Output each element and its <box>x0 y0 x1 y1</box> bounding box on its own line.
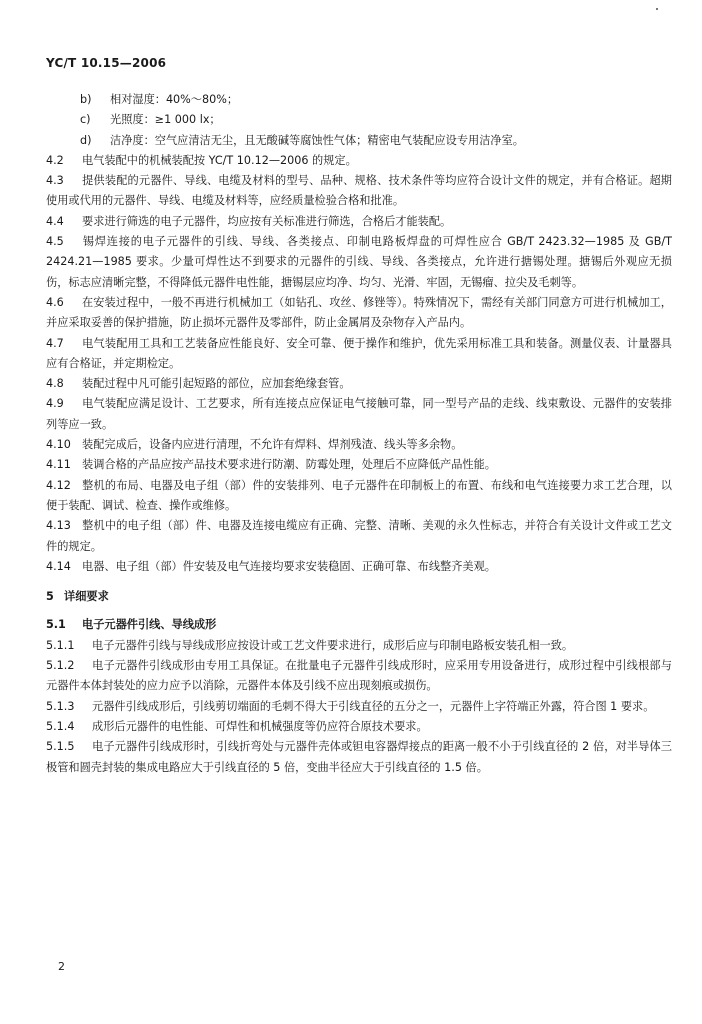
clause-text: 要求进行筛选的电子元器件，均应按有关标准进行筛选，合格后才能装配。 <box>82 214 452 228</box>
clause-4-6 <box>46 293 672 334</box>
subsection-heading <box>46 615 672 635</box>
clause-4-11 <box>46 455 672 475</box>
clause-4-4 <box>46 212 672 232</box>
clause-number: 5.1.2 <box>46 659 75 673</box>
clause-number: 5.1.3 <box>46 699 75 713</box>
clause-text: 提供装配的元器件、导线、电缆及材料的型号、品种、规格、技术条件等均应符合设计文件的规定，并有合格证。超期使用或代用的元器件、导线、电缆及材料等，应经质量检验合格和批准。 <box>46 174 672 208</box>
section-heading <box>46 587 672 607</box>
clause-text: 电子元器件引线成形时，引线折弯处与元器件壳体或钽电容器焊接点的距离一般不小于引线直径的 2 倍，对半导体三极管和圆壳封装的集成电路应大于引线直径的 5 倍，变曲半径应大于引线直径的 1.5 倍。 <box>46 740 672 774</box>
page-number: 2 <box>58 960 65 973</box>
clause-text: 装配过程中凡可能引起短路的部位，应加套绝缘套管。 <box>82 377 351 391</box>
clause-text: 装调合格的产品应按产品技术要求进行防潮、防霉处理，处理后不应降低产品性能。 <box>82 458 496 472</box>
clause-number: 4.8 <box>46 377 64 391</box>
document-body <box>46 90 672 778</box>
clause-5-1-1 <box>46 636 672 656</box>
clause-4-9 <box>46 394 672 435</box>
clause-4-14 <box>46 557 672 577</box>
subsection-number: 5.1 <box>46 618 66 632</box>
list-item-c <box>46 110 672 130</box>
clause-number: 4.10 <box>46 438 71 452</box>
clause-text: 电气装配中的机械装配按 YC/T 10.12—2006 的规定。 <box>82 153 357 167</box>
section-title: 详细要求 <box>64 590 109 604</box>
clause-4-3 <box>46 171 672 212</box>
clause-number: 4.9 <box>46 397 64 411</box>
clause-number: 4.13 <box>46 519 71 533</box>
clause-4-10 <box>46 435 672 455</box>
clause-number: 4.3 <box>46 174 64 188</box>
clause-5-1-2 <box>46 656 672 697</box>
clause-number: 5.1.4 <box>46 719 75 733</box>
scan-speck <box>656 8 658 10</box>
clause-4-12 <box>46 476 672 517</box>
clause-text: 整机的布局、电器及电子组（部）件的安装排列、电子元器件在印制板上的布置、布线和电气连接要力求工艺合理，以便于装配、调试、检查、操作或维修。 <box>46 478 672 512</box>
clause-text: 电气装配应满足设计、工艺要求，所有连接点应保证电气接触可靠，同一型号产品的走线、线束敷设、元器件的安装排列等应一致。 <box>46 397 672 431</box>
clause-text: 电子元器件引线成形由专用工具保证。在批量电子元器件引线成形时，应采用专用设备进行，成形过程中引线根部与元器件本体封装处的应力应予以消除，元器件本体及引线不应出现刻痕或损伤。 <box>46 659 672 693</box>
clause-4-5 <box>46 232 672 293</box>
clause-number: 4.7 <box>46 336 64 350</box>
list-item-d <box>46 131 672 151</box>
list-text: 光照度：≥1 000 lx； <box>110 113 221 127</box>
clause-number: 4.12 <box>46 478 71 492</box>
clause-text: 锡焊连接的电子元器件的引线、导线、各类接点、印制电路板焊盘的可焊性应合 GB/T 2423.32—1985 及 GB/T 2424.21—1985 要求。少量可焊性达不到要求的元器件的引线、导线、各类接点，允许进行搪锡处理。搪锡后外观应无损伤，标志应清晰完整，不得降低元器件电性能，搪锡层应均净、均匀、光滑、牢固，无锡瘤、拉尖及毛刺等。 <box>46 235 672 289</box>
clause-5-1-4 <box>46 717 672 737</box>
list-text: 相对湿度：40%～80%； <box>110 93 239 106</box>
clause-4-13 <box>46 516 672 557</box>
clause-text: 电子元器件引线与导线成形应按设计或工艺文件要求进行，成形后应与印制电路板安装孔相一致。 <box>92 638 574 652</box>
clause-5-1-3 <box>46 697 672 717</box>
clause-4-7 <box>46 334 672 375</box>
clause-text: 在安装过程中，一般不再进行机械加工（如钻孔、攻丝、修锉等）。特殊情况下，需经有关部门同意方可进行机械加工，并应采取妥善的保护措施，防止损坏元器件及零部件，防止金属屑及杂物存入产品内。 <box>46 295 672 330</box>
standard-code-header: YC/T 10.15—2006 <box>46 56 167 70</box>
clause-number: 5.1.5 <box>46 740 75 754</box>
clause-number: 4.11 <box>46 458 71 472</box>
clause-text: 装配完成后，设备内应进行清理，不允许有焊料、焊剂残渣、线头等多余物。 <box>82 438 463 452</box>
clause-text: 成形后元器件的电性能、可焊性和机械强度等仍应符合原技术要求。 <box>92 719 428 733</box>
clause-4-2 <box>46 151 672 171</box>
list-label: b) <box>80 93 92 106</box>
clause-number: 5.1.1 <box>46 638 75 652</box>
section-number: 5 <box>46 590 54 604</box>
list-text: 洁净度：空气应清洁无尘，且无酸碱等腐蚀性气体；精密电气装配应设专用洁净室。 <box>110 133 524 147</box>
clause-number: 4.2 <box>46 153 64 167</box>
subsection-title: 电子元器件引线、导线成形 <box>82 618 217 632</box>
list-item-b <box>46 90 672 110</box>
clause-number: 4.5 <box>46 235 64 249</box>
list-label: c) <box>80 113 91 127</box>
clause-number: 4.6 <box>46 295 64 309</box>
clause-text: 整机中的电子组（部）件、电器及连接电缆应有正确、完整、清晰、美观的永久性标志，并符合有关设计文件或工艺文件的规定。 <box>46 519 672 553</box>
clause-5-1-5 <box>46 737 672 778</box>
clause-text: 电器、电子组（部）件安装及电气连接均要求安装稳固、正确可靠、布线整齐美观。 <box>82 559 496 573</box>
clause-4-8 <box>46 374 672 394</box>
clause-text: 元器件引线成形后，引线剪切端面的毛刺不得大于引线直径的五分之一，元器件上字符端正外露，符合图 1 要求。 <box>92 699 655 713</box>
clause-number: 4.4 <box>46 214 64 228</box>
clause-text: 电气装配用工具和工艺装备应性能良好、安全可靠、便于操作和维护，优先采用标准工具和装备。测量仪表、计量器具应有合格证，并定期检定。 <box>46 336 672 370</box>
list-label: d) <box>80 133 92 147</box>
clause-number: 4.14 <box>46 559 71 573</box>
